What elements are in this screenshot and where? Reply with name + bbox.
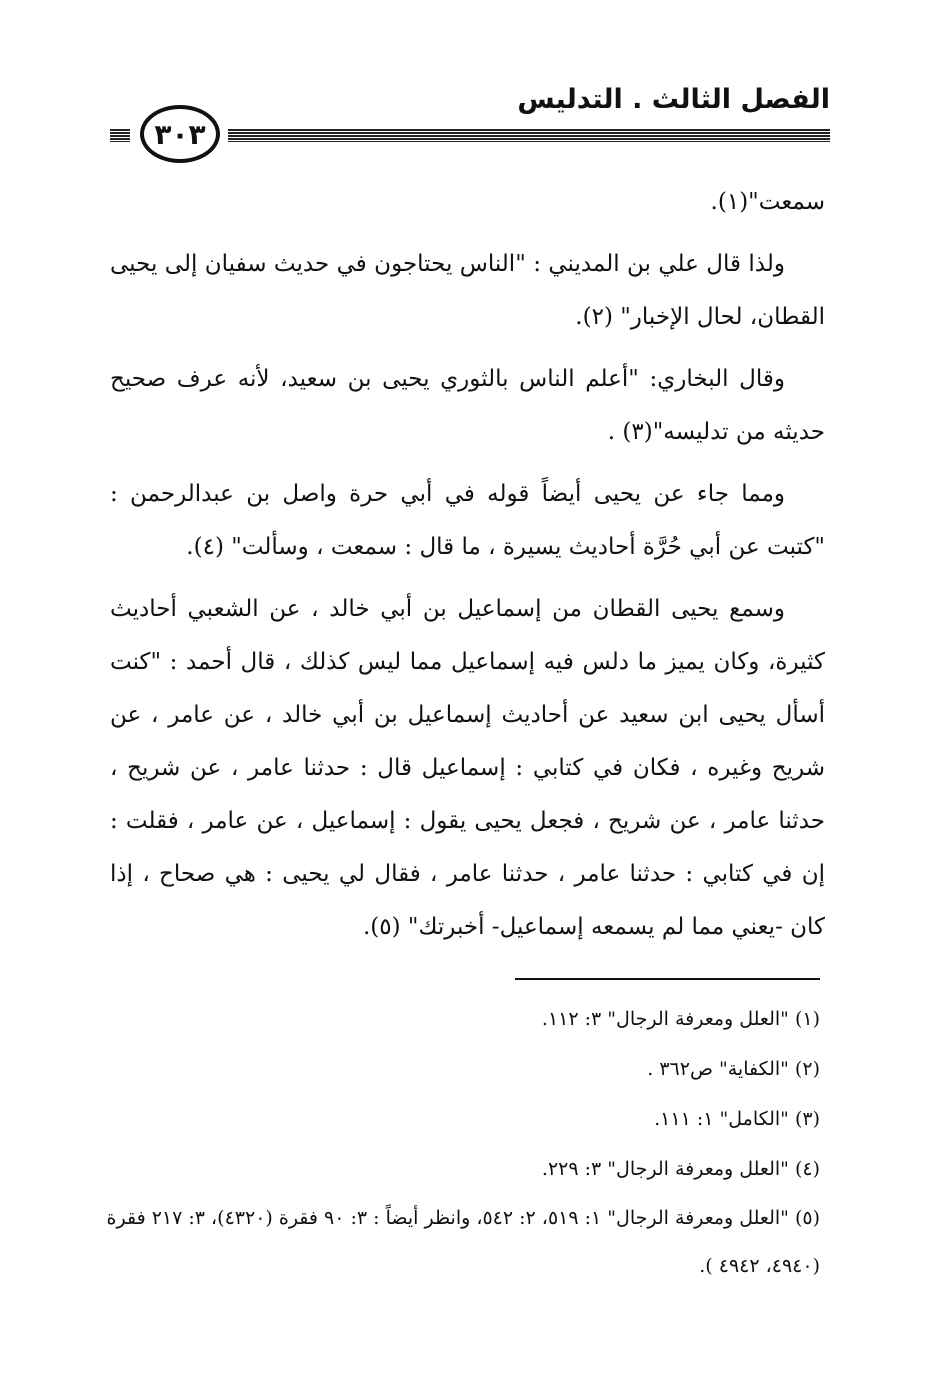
footnote-4: (٤) "العلل ومعرفة الرجال" ٣: ٢٢٩.: [541, 1158, 820, 1180]
footnote-divider: [515, 978, 820, 980]
header-rule: [228, 129, 830, 142]
paragraph-1: سمعت"(١).: [710, 189, 825, 215]
footnote-5: (٥) "العلل ومعرفة الرجال" ١: ٥١٩، ٢: ٥٤٢، وانظر أيضاً : ٣: ٩٠ فقرة (٤٣٢٠)، ٣: ٢١٧ فقرة (٤٩٤٠، ٤٩٤٢ ).: [106, 1207, 820, 1277]
footnotes: [100, 994, 820, 1290]
paragraph-5: وسمع يحيى القطان من إسماعيل بن أبي خالد ، عن الشعبي أحاديث كثيرة، وكان يميز ما دلس فيه إسماعيل مما ليس كذلك ، قال أحمد : "كنت أسأل يحيى ابن سعيد عن أحاديث إسماعيل بن أبي خالد ، عن عامر ، عن شريح وغيره ، فكان في كتابي : إسماعيل قال : حدثنا عامر ، عن شريح ، حدثنا عامر ، عن شريح ، فجعل يحيى يقول : إسماعيل ، عن عامر ، فقلت : إن في كتابي : حدثنا عامر ، حدثنا عامر ، فقال لي يحيى : هي صحاح ، إذا كان -يعني مما لم يسمعه إسماعيل- أخبرتك" (٥).: [110, 596, 825, 940]
footnote-1: (١) "العلل ومعرفة الرجال" ٣: ١١٢.: [541, 1008, 820, 1030]
footnote-2: (٢) "الكفاية" ص٣٦٢ .: [647, 1058, 820, 1080]
footnote-3: (٣) "الكامل" ١: ١١١.: [654, 1108, 820, 1130]
chapter-title: الفصل الثالث . التدليس: [517, 84, 830, 115]
header-rule-left: [110, 129, 130, 142]
main-text: [110, 176, 825, 963]
paragraph-2: ولذا قال علي بن المديني : "الناس يحتاجون في حديث سفيان إلى يحيى القطان، لحال الإخبار" (٢).: [110, 251, 825, 330]
paragraph-4: ومما جاء عن يحيى أيضاً قوله في أبي حرة واصل بن عبدالرحمن : "كتبت عن أبي حُرَّة أحاديث يسيرة ، ما قال : سمعت ، وسألت" (٤).: [110, 481, 825, 560]
page-number: ٣٠٣: [140, 105, 220, 163]
paragraph-3: وقال البخاري: "أعلم الناس بالثوري يحيى بن سعيد، لأنه عرف صحيح حديثه من تدليسه"(٣) .: [110, 366, 825, 445]
page-header: [110, 84, 830, 164]
